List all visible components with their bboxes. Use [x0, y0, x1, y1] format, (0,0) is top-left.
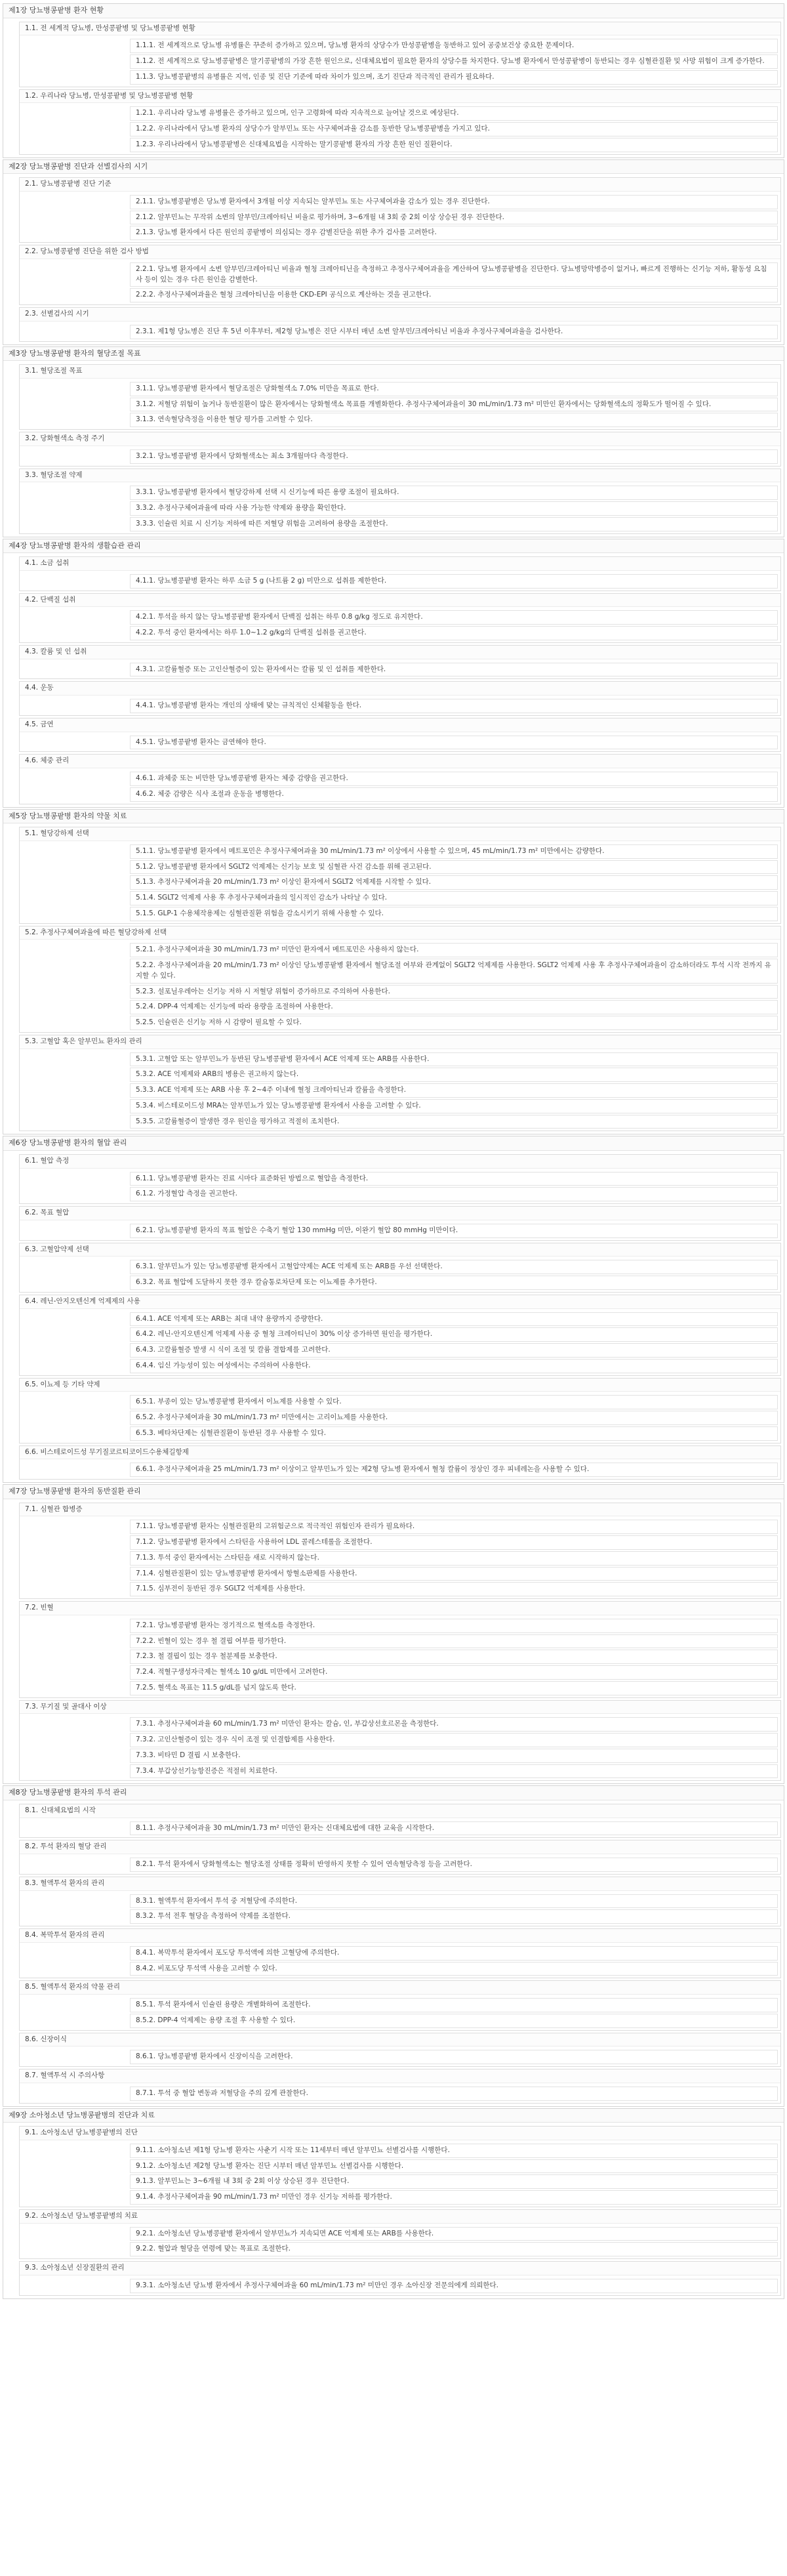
recommendation-item: 2.3.1. 제1형 당뇨병은 진단 후 5년 이후부터, 제2형 당뇨병은 진단 시부터 매년 소변 알부민/크레아티닌 비율과 추정사구체여과율을 검사한다. — [130, 325, 778, 339]
recommendation-item: 8.1.1. 추정사구체여과율 30 mL/min/1.73 m² 미만인 환자는 신대체요법에 대한 교육을 시작한다. — [130, 1821, 778, 1836]
chapter-title: 제4장 당뇨병콩팥병 환자의 생활습관 관리 — [3, 539, 784, 554]
recommendation-item: 8.3.1. 혈액투석 환자에서 투석 중 저혈당에 주의한다. — [130, 1894, 778, 1909]
recommendation-item: 1.1.1. 전 세계적으로 당뇨병 유병률은 꾸준히 증가하고 있으며, 당뇨병 환자의 상당수가 만성콩팥병을 동반하고 있어 공중보건상 중요한 문제이다. — [130, 39, 778, 53]
section-block — [19, 22, 781, 87]
section-title: 8.3. 혈액투석 환자의 관리 — [20, 1877, 780, 1891]
section-block — [19, 2033, 781, 2067]
section-body — [20, 1516, 780, 1598]
section-block — [19, 1154, 781, 1204]
recommendation-item: 7.3.2. 고인산혈증이 있는 경우 식이 조절 및 인결합제를 사용한다. — [130, 1733, 778, 1747]
section-body — [20, 1943, 780, 1978]
section-block — [19, 1243, 781, 1293]
chapter-block — [3, 1484, 784, 1784]
recommendation-item: 7.1.3. 투석 중인 환자에서는 스타틴을 새로 시작하지 않는다. — [130, 1551, 778, 1566]
section-body — [20, 571, 780, 591]
section-body — [20, 482, 780, 533]
recommendation-item: 4.3.1. 고칼륨혈증 또는 고인산혈증이 있는 환자에서는 칼륨 및 인 섭취를 제한한다. — [130, 663, 778, 677]
section-title: 5.3. 고혈압 혹은 알부민뇨 환자의 관리 — [20, 1035, 780, 1049]
chapter-block — [3, 159, 784, 345]
recommendation-item: 4.2.2. 투석 중인 환자에서는 하루 1.0~1.2 g/kg의 단백질 섭취를 권고한다. — [130, 626, 778, 640]
chapter-body — [3, 1499, 784, 1784]
chapter-block — [3, 3, 784, 158]
section-body — [20, 1392, 780, 1442]
section-title: 2.2. 당뇨병콩팥병 진단을 위한 검사 방법 — [20, 245, 780, 259]
chapter-body — [3, 174, 784, 344]
recommendation-item: 6.4.3. 고칼륨혈증 발생 시 식이 조절 및 칼륨 결합제를 고려한다. — [130, 1343, 778, 1358]
chapter-body — [3, 361, 784, 537]
section-title: 4.3. 칼륨 및 인 섭취 — [20, 646, 780, 659]
section-title: 4.2. 단백질 섭취 — [20, 594, 780, 608]
section-title: 9.1. 소아청소년 당뇨병콩팥병의 진단 — [20, 2127, 780, 2140]
section-body — [20, 35, 780, 86]
section-block — [19, 1700, 781, 1781]
chapter-block — [3, 1136, 784, 1483]
recommendation-item: 5.1.5. GLP-1 수용체작용제는 심혈관질환 위험을 감소시키기 위해 사용할 수 있다. — [130, 907, 778, 921]
recommendation-item: 3.3.1. 당뇨병콩팥병 환자에서 혈당강하제 선택 시 신기능에 따른 용량 조절이 필요하다. — [130, 486, 778, 500]
recommendation-item: 1.1.3. 당뇨병콩팥병의 유병률은 지역, 인종 및 진단 기준에 따라 차이가 있으며, 조기 진단과 적극적인 관리가 필요하다. — [130, 70, 778, 85]
recommendation-item: 6.2.1. 당뇨병콩팥병 환자의 목표 혈압은 수축기 혈압 130 mmHg 미만, 이완기 혈압 80 mmHg 미만이다. — [130, 1224, 778, 1238]
section-title: 7.3. 무기질 및 골대사 이상 — [20, 1701, 780, 1714]
section-body — [20, 2275, 780, 2295]
section-block — [19, 827, 781, 924]
section-title: 8.4. 복막투석 환자의 관리 — [20, 1929, 780, 1943]
section-title: 6.6. 비스테로이드성 무기질코르티코이드수용체길항제 — [20, 1446, 780, 1460]
section-block — [19, 681, 781, 716]
recommendation-item: 5.2.5. 인슐린은 신기능 저하 시 감량이 필요할 수 있다. — [130, 1016, 778, 1030]
chapter-body — [3, 18, 784, 157]
section-title: 5.2. 추정사구체여과율에 따른 혈당강하제 선택 — [20, 926, 780, 940]
chapter-title: 제1장 당뇨병콩팥병 환자 현황 — [3, 4, 784, 18]
section-block — [19, 1928, 781, 1978]
section-body — [20, 1891, 780, 1926]
recommendation-item: 9.2.2. 혈압과 혈당을 연령에 맞는 목표로 조절한다. — [130, 2242, 778, 2256]
recommendation-item: 6.6.1. 추정사구체여과율 25 mL/min/1.73 m² 이상이고 알부민뇨가 있는 제2형 당뇨병 환자에서 혈청 칼륨이 정상인 경우 피네레논을 사용할 수 있다. — [130, 1463, 778, 1477]
section-title: 9.3. 소아청소년 신장질환의 관리 — [20, 2262, 780, 2275]
recommendation-item: 7.2.3. 철 결핍이 있는 경우 철분제를 보충한다. — [130, 1650, 778, 1664]
section-block — [19, 926, 781, 1033]
recommendation-item: 6.1.1. 당뇨병콩팥병 환자는 진료 시마다 표준화된 방법으로 혈압을 측정한다. — [130, 1172, 778, 1186]
section-body — [20, 607, 780, 642]
section-body — [20, 1309, 780, 1375]
recommendation-item: 7.3.4. 부갑상선기능항진증은 적절히 치료한다. — [130, 1764, 778, 1779]
section-block — [19, 1295, 781, 1376]
recommendation-item: 2.1.3. 당뇨병 환자에서 다른 원인의 콩팥병이 의심되는 경우 감별진단을 위한 추가 검사를 고려한다. — [130, 226, 778, 240]
section-block — [19, 432, 781, 467]
chapter-body — [3, 2123, 784, 2298]
section-title: 8.5. 혈액투석 환자의 약물 관리 — [20, 1981, 780, 1995]
section-title: 9.2. 소아청소년 당뇨병콩팥병의 치료 — [20, 2210, 780, 2224]
section-block — [19, 2209, 781, 2259]
recommendation-item: 4.5.1. 당뇨병콩팥병 환자는 금연해야 한다. — [130, 736, 778, 750]
section-body — [20, 1169, 780, 1204]
section-title: 4.4. 운동 — [20, 682, 780, 696]
recommendation-item: 2.1.1. 당뇨병콩팥병은 당뇨병 환자에서 3개월 이상 지속되는 알부민뇨 또는 사구체여과율 감소가 있는 경우 진단한다. — [130, 195, 778, 209]
section-body — [20, 1995, 780, 2030]
section-body — [20, 2140, 780, 2207]
recommendation-item: 7.1.5. 심부전이 동반된 경우 SGLT2 억제제를 사용한다. — [130, 1582, 778, 1596]
section-block — [19, 468, 781, 534]
recommendation-item: 5.1.1. 당뇨병콩팥병 환자에서 메트포민은 추정사구체여과율 30 mL/min/1.73 m² 이상에서 사용할 수 있으며, 45 mL/min/1.73 m² 미만에서는 감량한다. — [130, 844, 778, 859]
section-title: 6.3. 고혈압약제 선택 — [20, 1243, 780, 1257]
recommendation-item: 5.1.2. 당뇨병콩팥병 환자에서 SGLT2 억제제는 신기능 보호 및 심혈관 사건 감소를 위해 권고된다. — [130, 860, 778, 875]
recommendation-item: 4.6.1. 과체중 또는 비만한 당뇨병콩팥병 환자는 체중 감량을 권고한다. — [130, 772, 778, 786]
recommendation-item: 5.1.4. SGLT2 억제제 사용 후 추정사구체여과율의 일시적인 감소가 나타날 수 있다. — [130, 891, 778, 905]
section-body — [20, 379, 780, 429]
recommendation-item: 3.2.1. 당뇨병콩팥병 환자에서 당화혈색소는 최소 3개월마다 측정한다. — [130, 449, 778, 464]
section-block — [19, 2126, 781, 2207]
recommendation-item: 2.1.2. 알부민뇨는 무작위 소변의 알부민/크레아티닌 비율로 평가하며, 3~6개월 내 3회 중 2회 이상 상승된 경우 진단한다. — [130, 211, 778, 225]
section-title: 2.1. 당뇨병콩팥병 진단 기준 — [20, 178, 780, 192]
recommendation-item: 6.5.3. 베타차단제는 심혈관질환이 동반된 경우 사용할 수 있다. — [130, 1426, 778, 1441]
chapter-title: 제6장 당뇨병콩팥병 환자의 혈압 관리 — [3, 1136, 784, 1151]
section-block — [19, 1601, 781, 1698]
section-block — [19, 718, 781, 753]
chapter-block — [3, 539, 784, 808]
recommendation-item: 1.2.3. 우리나라에서 당뇨병콩팥병은 신대체요법을 시작하는 말기콩팥병 환자의 가장 흔한 원인 질환이다. — [130, 138, 778, 152]
recommendation-item: 8.5.1. 투석 환자에서 인슐린 용량은 개별화하여 조절한다. — [130, 1998, 778, 2012]
section-block — [19, 2261, 781, 2296]
chapter-block — [3, 1785, 784, 2106]
recommendation-item: 2.2.2. 추정사구체여과율은 혈청 크레아티닌을 이용한 CKD-EPI 공식으로 계산하는 것을 권고한다. — [130, 288, 778, 302]
recommendation-item: 2.2.1. 당뇨병 환자에서 소변 알부민/크레아티닌 비율과 혈청 크레아티닌을 측정하고 추정사구체여과율을 계산하여 당뇨병콩팥병을 진단한다. 당뇨병망막병증이 없거나, 빠르게 진행하는 신기능 저하, 활동성 요침사 등이 있는 경우 다른 원인을 감별한다. — [130, 262, 778, 287]
recommendation-item: 7.1.2. 당뇨병콩팥병 환자에서 스타틴을 사용하여 LDL 콜레스테롤을 조절한다. — [130, 1535, 778, 1550]
recommendation-item: 9.1.2. 소아청소년 제2형 당뇨병 환자는 진단 시부터 매년 알부민뇨 선별검사를 시행한다. — [130, 2159, 778, 2174]
section-block — [19, 645, 781, 680]
recommendation-item: 4.1.1. 당뇨병콩팥병 환자는 하루 소금 5 g (나트륨 2 g) 미만으로 섭취를 제한한다. — [130, 574, 778, 589]
recommendation-item: 5.2.2. 추정사구체여과율 20 mL/min/1.73 m² 이상인 당뇨병콩팥병 환자에서 혈당조절 여부와 관계없이 SGLT2 억제제를 사용한다. SGLT2 억제제 사용 후 추정사구체여과율이 감소하더라도 투석 시작 전까지 유지할 수 있다. — [130, 959, 778, 984]
recommendation-item: 8.2.1. 투석 환자에서 당화혈색소는 혈당조절 상태를 정확히 반영하지 못할 수 있어 연속혈당측정 등을 고려한다. — [130, 1858, 778, 1872]
recommendation-item: 5.2.1. 추정사구체여과율 30 mL/min/1.73 m² 미만인 환자에서 메트포민은 사용하지 않는다. — [130, 943, 778, 957]
recommendation-item: 4.4.1. 당뇨병콩팥병 환자는 개인의 상태에 맞는 규칙적인 신체활동을 한다. — [130, 699, 778, 713]
recommendation-item: 7.1.1. 당뇨병콩팥병 환자는 심혈관질환의 고위험군으로 적극적인 위험인자 관리가 필요하다. — [130, 1520, 778, 1534]
recommendation-item: 5.2.3. 설포닐우레아는 신기능 저하 시 저혈당 위험이 증가하므로 주의하여 사용한다. — [130, 985, 778, 999]
section-body — [20, 940, 780, 1032]
recommendation-item: 6.1.2. 가정혈압 측정을 권고한다. — [130, 1187, 778, 1201]
recommendation-item: 7.3.3. 비타민 D 결핍 시 보충한다. — [130, 1749, 778, 1763]
section-body — [20, 446, 780, 466]
section-block — [19, 1980, 781, 2030]
section-body — [20, 1220, 780, 1240]
recommendation-item: 6.5.1. 부종이 있는 당뇨병콩팥병 환자에서 이뇨제를 사용할 수 있다. — [130, 1395, 778, 1409]
section-title: 3.2. 당화혈색소 측정 주기 — [20, 432, 780, 446]
section-title: 3.1. 혈당조절 목표 — [20, 365, 780, 379]
section-title: 8.7. 혈액투석 시 주의사항 — [20, 2069, 780, 2083]
section-block — [19, 1804, 781, 1839]
recommendation-item: 5.3.5. 고칼륨혈증이 발생한 경우 원인을 평가하고 적절히 조치한다. — [130, 1115, 778, 1129]
recommendation-item: 5.1.3. 추정사구체여과율 20 mL/min/1.73 m² 이상인 환자에서 SGLT2 억제제를 시작할 수 있다. — [130, 875, 778, 890]
recommendation-item: 5.3.4. 비스테로이드성 MRA는 알부민뇨가 있는 당뇨병콩팥병 환자에서 사용을 고려할 수 있다. — [130, 1099, 778, 1113]
section-body — [20, 1049, 780, 1131]
section-title: 4.6. 체중 관리 — [20, 755, 780, 768]
section-block — [19, 2069, 781, 2104]
section-block — [19, 1035, 781, 1132]
chapter-title: 제9장 소아청소년 당뇨병콩팥병의 진단과 치료 — [3, 2109, 784, 2123]
section-block — [19, 556, 781, 591]
chapter-block — [3, 346, 784, 537]
section-body — [20, 192, 780, 242]
recommendation-item: 8.3.2. 투석 전후 혈당을 측정하여 약제를 조절한다. — [130, 1909, 778, 1924]
chapter-title: 제8장 당뇨병콩팥병 환자의 투석 관리 — [3, 1786, 784, 1800]
recommendation-item: 5.3.3. ACE 억제제 또는 ARB 사용 후 2~4주 이내에 혈청 크레아티닌과 칼륨을 측정한다. — [130, 1083, 778, 1098]
recommendation-item: 4.2.1. 투석을 하지 않는 당뇨병콩팥병 환자에서 단백질 섭취는 하루 0.8 g/kg 정도로 유지한다. — [130, 610, 778, 625]
section-block — [19, 245, 781, 305]
section-title: 4.5. 금연 — [20, 718, 780, 732]
recommendation-item: 6.4.1. ACE 억제제 또는 ARB는 최대 내약 용량까지 증량한다. — [130, 1312, 778, 1327]
recommendation-item: 6.5.2. 추정사구체여과율 30 mL/min/1.73 m² 미만에서는 고리이뇨제를 사용한다. — [130, 1411, 778, 1425]
chapter-block — [3, 809, 784, 1135]
recommendation-item: 1.2.2. 우리나라에서 당뇨병 환자의 상당수가 알부민뇨 또는 사구체여과율 감소를 동반한 당뇨병콩팥병을 가지고 있다. — [130, 122, 778, 136]
recommendation-item: 9.2.1. 소아청소년 당뇨병콩팥병 환자에서 알부민뇨가 지속되면 ACE 억제제 또는 ARB를 사용한다. — [130, 2227, 778, 2241]
recommendation-item: 1.1.2. 전 세계적으로 당뇨병콩팥병은 말기콩팥병의 가장 흔한 원인으로, 신대체요법이 필요한 환자의 상당수를 차지한다. 당뇨병 환자에서 만성콩팥병이 동반되는 경우 심혈관질환 및 사망 위험이 크게 증가한다. — [130, 54, 778, 69]
recommendation-item: 5.3.1. 고혈압 또는 알부민뇨가 동반된 당뇨병콩팥병 환자에서 ACE 억제제 또는 ARB를 사용한다. — [130, 1052, 778, 1067]
recommendation-item: 9.1.1. 소아청소년 제1형 당뇨병 환자는 사춘기 시작 또는 11세부터 매년 알부민뇨 선별검사를 시행한다. — [130, 2144, 778, 2158]
section-block — [19, 1445, 781, 1480]
section-body — [20, 259, 780, 304]
section-block — [19, 1378, 781, 1444]
recommendation-item: 6.4.2. 레닌-안지오텐신계 억제제 사용 중 혈청 크레아티닌이 30% 이상 증가하면 원인을 평가한다. — [130, 1327, 778, 1342]
section-body — [20, 1615, 780, 1697]
section-block — [19, 364, 781, 430]
section-title: 5.1. 혈당강하제 선택 — [20, 827, 780, 841]
recommendation-item: 6.3.2. 목표 혈압에 도달하지 못한 경우 칼슘통로차단제 또는 이뇨제를 추가한다. — [130, 1276, 778, 1290]
recommendation-item: 9.1.3. 알부민뇨는 3~6개월 내 3회 중 2회 이상 상승된 경우 진단한다. — [130, 2174, 778, 2189]
recommendation-item: 8.4.1. 복막투석 환자에서 포도당 투석액에 의한 고혈당에 주의한다. — [130, 1946, 778, 1961]
recommendation-item: 8.6.1. 당뇨병콩팥병 환자에서 신장이식을 고려한다. — [130, 2050, 778, 2064]
section-title: 6.5. 이뇨제 등 기타 약제 — [20, 1379, 780, 1392]
section-title: 6.1. 혈압 측정 — [20, 1155, 780, 1169]
section-body — [20, 1459, 780, 1479]
section-title: 6.4. 레닌-안지오텐신계 억제제의 사용 — [20, 1295, 780, 1309]
recommendation-item: 5.3.2. ACE 억제제와 ARB의 병용은 권고하지 않는다. — [130, 1068, 778, 1082]
section-title: 7.2. 빈혈 — [20, 1602, 780, 1615]
section-title: 2.3. 선별검사의 시기 — [20, 308, 780, 322]
section-body — [20, 322, 780, 341]
chapter-block — [3, 2108, 784, 2299]
recommendation-item: 3.3.3. 인슐린 치료 시 신기능 저하에 따른 저혈당 위험을 고려하여 용량을 조절한다. — [130, 517, 778, 531]
recommendation-item: 5.2.4. DPP-4 억제제는 신기능에 따라 용량을 조절하여 사용한다. — [130, 1000, 778, 1014]
section-body — [20, 103, 780, 154]
chapter-body — [3, 823, 784, 1134]
section-block — [19, 1206, 781, 1241]
recommendation-item: 4.6.2. 체중 감량은 식사 조절과 운동을 병행한다. — [130, 787, 778, 802]
chapter-title: 제2장 당뇨병콩팥병 진단과 선별검사의 시기 — [3, 160, 784, 175]
section-body — [20, 841, 780, 923]
recommendation-item: 7.2.1. 당뇨병콩팥병 환자는 정기적으로 혈색소를 측정한다. — [130, 1619, 778, 1633]
section-body — [20, 2046, 780, 2066]
recommendation-item: 3.1.1. 당뇨병콩팥병 환자에서 혈당조절은 당화혈색소 7.0% 미만을 목표로 한다. — [130, 382, 778, 396]
section-body — [20, 732, 780, 752]
recommendation-item: 7.1.4. 심혈관질환이 있는 당뇨병콩팥병 환자에서 항혈소판제를 사용한다. — [130, 1567, 778, 1581]
chapter-body — [3, 1800, 784, 2106]
section-title: 1.1. 전 세계적 당뇨병, 만성콩팥병 및 당뇨병콩팥병 현황 — [20, 22, 780, 36]
chapter-body — [3, 1151, 784, 1482]
section-body — [20, 1818, 780, 1838]
section-body — [20, 2224, 780, 2259]
section-block — [19, 593, 781, 643]
recommendation-item: 7.2.5. 혈색소 목표는 11.5 g/dL를 넘지 않도록 한다. — [130, 1681, 778, 1695]
section-block — [19, 177, 781, 243]
recommendation-item: 8.5.2. DPP-4 억제제는 용량 조절 후 사용할 수 있다. — [130, 2014, 778, 2028]
recommendation-item: 1.2.1. 우리나라 당뇨병 유병률은 증가하고 있으며, 인구 고령화에 따라 지속적으로 늘어날 것으로 예상된다. — [130, 106, 778, 121]
section-block — [19, 307, 781, 342]
section-title: 8.1. 신대체요법의 시작 — [20, 1804, 780, 1818]
recommendation-item: 6.3.1. 알부민뇨가 있는 당뇨병콩팥병 환자에서 고혈압약제는 ACE 억제제 또는 ARB를 우선 선택한다. — [130, 1260, 778, 1274]
recommendation-item: 3.3.2. 추정사구체여과율에 따라 사용 가능한 약제와 용량을 확인한다. — [130, 501, 778, 516]
chapter-title: 제3장 당뇨병콩팥병 환자의 혈당조절 목표 — [3, 347, 784, 362]
section-body — [20, 1257, 780, 1292]
section-block — [19, 754, 781, 804]
section-title: 4.1. 소금 섭취 — [20, 557, 780, 571]
section-block — [19, 1840, 781, 1875]
section-body — [20, 696, 780, 715]
recommendation-item: 7.2.4. 적혈구생성자극제는 혈색소 10 g/dL 미만에서 고려한다. — [130, 1665, 778, 1680]
recommendation-item: 3.1.3. 연속혈당측정을 이용한 혈당 평가를 고려할 수 있다. — [130, 413, 778, 427]
section-body — [20, 768, 780, 804]
chapter-title: 제5장 당뇨병콩팥병 환자의 약물 치료 — [3, 810, 784, 824]
recommendation-item: 9.1.4. 추정사구체여과율 90 mL/min/1.73 m² 미만인 경우 신기능 저하를 평가한다. — [130, 2190, 778, 2205]
recommendation-item: 7.3.1. 추정사구체여과율 60 mL/min/1.73 m² 미만인 환자는 칼슘, 인, 부갑상선호르몬을 측정한다. — [130, 1717, 778, 1732]
section-body — [20, 1714, 780, 1780]
section-block — [19, 1503, 781, 1600]
section-body — [20, 2083, 780, 2103]
recommendation-item: 6.4.4. 임신 가능성이 있는 여성에서는 주의하여 사용한다. — [130, 1359, 778, 1373]
section-body — [20, 1854, 780, 1874]
section-title: 6.2. 목표 혈압 — [20, 1207, 780, 1220]
recommendation-item: 8.4.2. 비포도당 투석액 사용을 고려할 수 있다. — [130, 1962, 778, 1976]
recommendation-item: 9.3.1. 소아청소년 당뇨병 환자에서 추정사구체여과율 60 mL/min/1.73 m² 미만인 경우 소아신장 전문의에게 의뢰한다. — [130, 2279, 778, 2293]
section-title: 3.3. 혈당조절 약제 — [20, 469, 780, 483]
section-title: 8.6. 신장이식 — [20, 2033, 780, 2047]
chapter-body — [3, 553, 784, 807]
section-block — [19, 89, 781, 155]
recommendation-item: 3.1.2. 저혈당 위험이 높거나 동반질환이 많은 환자에서는 당화혈색소 목표를 개별화한다. 추정사구체여과율이 30 mL/min/1.73 m² 미만인 환자에서는 당화혈색소의 정확도가 떨어질 수 있다. — [130, 398, 778, 412]
section-block — [19, 1877, 781, 1926]
recommendation-item: 8.7.1. 투석 중 혈압 변동과 저혈당을 주의 깊게 관찰한다. — [130, 2087, 778, 2101]
chapter-title: 제7장 당뇨병콩팥병 환자의 동반질환 관리 — [3, 1485, 784, 1499]
section-title: 7.1. 심혈관 합병증 — [20, 1503, 780, 1517]
section-body — [20, 659, 780, 679]
section-title: 8.2. 투석 환자의 혈당 관리 — [20, 1840, 780, 1854]
recommendation-item: 7.2.2. 빈혈이 있는 경우 철 결핍 여부를 평가한다. — [130, 1634, 778, 1649]
section-title: 1.2. 우리나라 당뇨병, 만성콩팥병 및 당뇨병콩팥병 현황 — [20, 90, 780, 104]
